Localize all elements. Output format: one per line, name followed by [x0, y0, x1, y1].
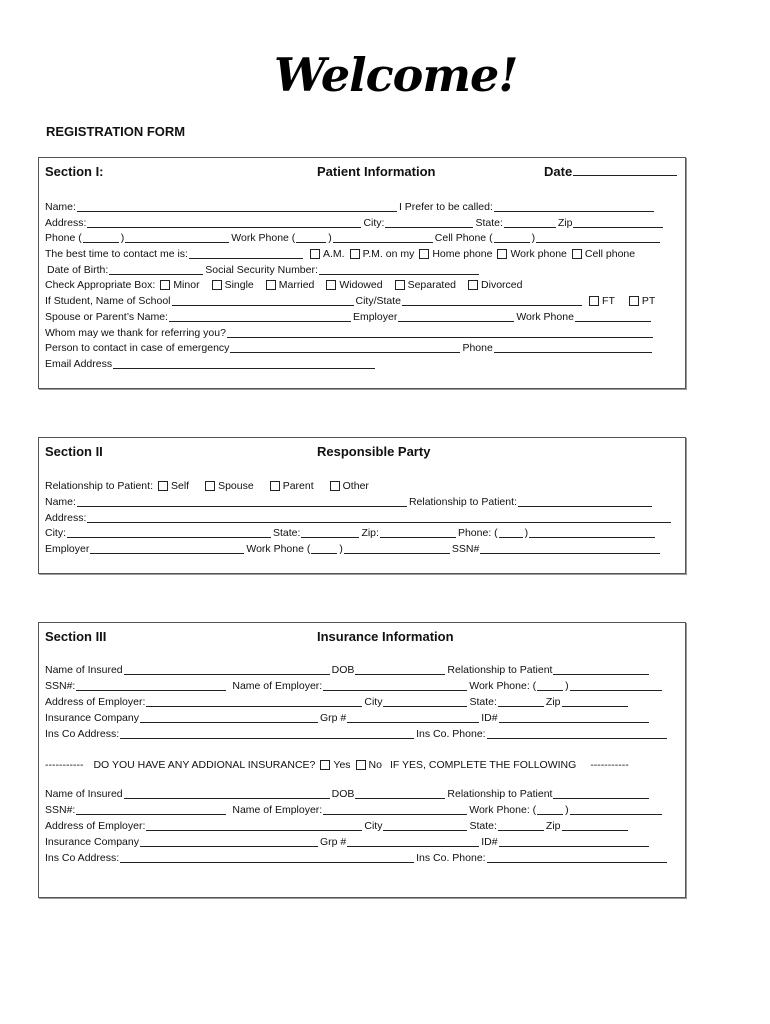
phone-label: Phone (	[45, 232, 82, 244]
paren: )	[565, 680, 569, 692]
row-rp-city	[45, 526, 657, 540]
row-school	[45, 294, 655, 308]
separated-checkbox[interactable]	[395, 280, 405, 290]
rp-rel-field[interactable]	[518, 495, 652, 507]
welcome-heading: Welcome!	[274, 48, 518, 102]
name-field[interactable]	[77, 200, 397, 212]
email-label: Email Address	[45, 358, 113, 370]
minor-label: Minor	[173, 279, 200, 291]
city-state-label: City/State	[355, 295, 402, 307]
ins-dob-2-label: DOB	[331, 788, 355, 800]
paren: )	[328, 232, 332, 244]
rp-address-label: Address:	[45, 512, 87, 524]
row-best-time	[45, 247, 635, 261]
section-1-title: Section I:	[45, 164, 104, 179]
other-label: Other	[342, 480, 369, 492]
divorced-checkbox[interactable]	[468, 280, 478, 290]
ins-work-phone-2-label: Work Phone: (	[469, 804, 537, 816]
row-ssn-2	[45, 803, 664, 817]
ins-dob-2-field[interactable]	[355, 787, 445, 799]
rp-work-phone-area-field[interactable]	[311, 542, 337, 554]
name-employer-field[interactable]	[323, 679, 467, 691]
rp-work-phone-label: Work Phone (	[246, 543, 311, 555]
address-field[interactable]	[87, 216, 361, 228]
id-2-field[interactable]	[499, 835, 649, 847]
check-box-label: Check Appropriate Box:	[45, 279, 156, 291]
rp-phone-label: Phone: (	[457, 527, 498, 539]
yes-label: Yes	[333, 759, 351, 771]
paren: )	[524, 527, 529, 539]
cell-phone-field[interactable]	[536, 231, 660, 243]
ins-company-label: Insurance Company	[45, 712, 139, 724]
row-ins-address-2	[45, 851, 669, 865]
name-label: Name:	[45, 201, 76, 213]
row-relationship	[45, 479, 369, 493]
ins-zip-2-label: Zip	[545, 820, 561, 832]
school-field[interactable]	[172, 294, 354, 306]
ins-ssn-2-label: SSN#:	[45, 804, 76, 816]
id-field[interactable]	[499, 711, 649, 723]
am-checkbox[interactable]	[310, 249, 320, 259]
ft-label: FT	[602, 295, 615, 307]
ins-state-2-label: State:	[469, 820, 497, 832]
rp-zip-field[interactable]	[380, 526, 456, 538]
widowed-label: Widowed	[339, 279, 383, 291]
rp-city-label: City:	[45, 527, 66, 539]
cell-phone-label: Cell Phone (	[434, 232, 493, 244]
paren: )	[120, 232, 125, 244]
referral-label: Whom may we thank for referring you?	[45, 327, 226, 339]
state-field[interactable]	[504, 216, 556, 228]
ft-checkbox[interactable]	[589, 296, 599, 306]
work-phone-checkbox[interactable]	[497, 249, 507, 259]
rel-patient-label: Relationship to Patient:	[45, 480, 153, 492]
name-employer-2-field[interactable]	[323, 803, 467, 815]
rp-address-field[interactable]	[87, 511, 671, 523]
row-referral	[45, 326, 655, 340]
prefer-label: I Prefer to be called:	[398, 201, 493, 213]
rp-name-label: Name:	[45, 496, 76, 508]
row-rp-address	[45, 511, 673, 525]
ins-ssn-2-field[interactable]	[76, 803, 226, 815]
home-phone-label: Home phone	[432, 248, 493, 260]
ins-city-2-label: City	[364, 820, 383, 832]
ins-zip-label: Zip	[545, 696, 561, 708]
phone2-field[interactable]	[494, 341, 652, 353]
address-label: Address:	[45, 217, 87, 229]
ins-rel-2-field[interactable]	[553, 787, 649, 799]
if-yes-label: IF YES, COMPLETE THE FOLLOWING	[389, 759, 577, 771]
ins-co-phone-2-field[interactable]	[487, 851, 667, 863]
ins-zip-field[interactable]	[562, 695, 628, 707]
row-rp-employer	[45, 542, 662, 556]
prefer-field[interactable]	[494, 200, 654, 212]
grp-2-label: Grp #	[319, 836, 347, 848]
rp-state-label: State:	[273, 527, 301, 539]
rp-rel-label: Relationship to Patient:	[408, 496, 517, 508]
rp-employer-label: Employer	[45, 543, 90, 555]
pt-label: PT	[641, 295, 656, 307]
best-time-label: The best time to contact me is:	[45, 248, 188, 260]
row-phones	[45, 231, 662, 245]
rp-employer-field[interactable]	[90, 542, 244, 554]
referral-field[interactable]	[227, 326, 653, 338]
rp-state-field[interactable]	[301, 526, 359, 538]
home-phone-checkbox[interactable]	[419, 249, 429, 259]
dob-label: Date of Birth:	[47, 264, 109, 276]
row-rp-name	[45, 495, 654, 509]
email-field[interactable]	[113, 357, 375, 369]
spouse-label: Spouse or Parent’s Name:	[45, 311, 168, 323]
name-insured-label: Name of Insured	[45, 664, 123, 676]
ins-state-label: State:	[469, 696, 497, 708]
section-2-heading: Responsible Party	[317, 444, 431, 459]
ins-ssn-field[interactable]	[76, 679, 226, 691]
paren: )	[339, 543, 343, 555]
ins-work-phone-label: Work Phone: (	[469, 680, 537, 692]
row-check-box	[45, 278, 522, 292]
row-name	[45, 200, 656, 214]
ins-company-2-label: Insurance Company	[45, 836, 139, 848]
ins-rel-field[interactable]	[553, 663, 649, 675]
ins-city-field[interactable]	[383, 695, 467, 707]
city-field[interactable]	[385, 216, 473, 228]
ins-co-address-label: Ins Co Address:	[45, 728, 120, 740]
addr-employer-label: Address of Employer:	[45, 696, 146, 708]
row-dob	[47, 263, 481, 277]
rp-zip-label: Zip:	[361, 527, 379, 539]
row-email	[45, 357, 377, 371]
pm-label: P.M. on my	[362, 248, 415, 260]
ins-rel-2-label: Relationship to Patient	[447, 788, 553, 800]
date-field[interactable]	[544, 164, 677, 179]
phone-field[interactable]	[125, 231, 229, 243]
row-ssn-1	[45, 679, 664, 693]
zip-label: Zip	[557, 217, 573, 229]
ins-city-2-field[interactable]	[383, 819, 467, 831]
ins-state-2-field[interactable]	[498, 819, 544, 831]
row-insured-2	[45, 787, 651, 801]
section-3-box	[38, 622, 686, 898]
school-label: If Student, Name of School	[45, 295, 171, 307]
id-2-label: ID#	[481, 836, 498, 848]
work-phone-field[interactable]	[333, 231, 433, 243]
date-line[interactable]	[573, 164, 677, 176]
spouse-field[interactable]	[169, 310, 351, 322]
row-spouse	[45, 310, 653, 324]
ins-co-phone-field[interactable]	[487, 727, 667, 739]
widowed-checkbox[interactable]	[326, 280, 336, 290]
paren: )	[565, 804, 569, 816]
zip-field[interactable]	[573, 216, 663, 228]
rp-name-field[interactable]	[77, 495, 407, 507]
ins-co-address-field[interactable]	[120, 727, 414, 739]
separated-label: Separated	[407, 279, 457, 291]
section-3-heading: Insurance Information	[317, 629, 454, 644]
ins-company-field[interactable]	[140, 711, 318, 723]
row-ins-company-1	[45, 711, 651, 725]
self-checkbox[interactable]	[158, 481, 168, 491]
section-2-box	[38, 437, 686, 574]
date-label: Date	[544, 164, 573, 179]
row-address	[45, 216, 665, 230]
ins-work-phone-2-area-field[interactable]	[537, 803, 563, 815]
work-phone-opt-label: Work phone	[510, 248, 567, 260]
rp-ssn-field[interactable]	[480, 542, 660, 554]
name-insured-2-field[interactable]	[124, 787, 330, 799]
row-additional-question	[45, 758, 629, 772]
dashes-right: -----------	[590, 759, 629, 771]
addr-employer-2-label: Address of Employer:	[45, 820, 146, 832]
ssn-label: Social Security Number:	[205, 264, 318, 276]
rp-ssn-label: SSN#	[451, 543, 480, 555]
dashes-left: -----------	[45, 759, 84, 771]
work-phone-area-field[interactable]	[296, 231, 326, 243]
addr-employer-field[interactable]	[146, 695, 362, 707]
cell-phone-checkbox[interactable]	[572, 249, 582, 259]
employer-label: Employer	[352, 311, 398, 323]
section-3-title: Section III	[45, 629, 107, 644]
paren: )	[531, 232, 536, 244]
spouse-checkbox[interactable]	[205, 481, 215, 491]
state-label: State:	[475, 217, 503, 229]
grp-2-field[interactable]	[347, 835, 479, 847]
grp-field[interactable]	[347, 711, 479, 723]
no-checkbox[interactable]	[356, 760, 366, 770]
ins-work-phone-2-field[interactable]	[570, 803, 662, 815]
addr-employer-2-field[interactable]	[146, 819, 362, 831]
ins-work-phone-area-field[interactable]	[537, 679, 563, 691]
row-addr-employer-1	[45, 695, 630, 709]
row-addr-employer-2	[45, 819, 630, 833]
divorced-label: Divorced	[481, 279, 523, 291]
form-title: REGISTRATION FORM	[46, 124, 186, 139]
rp-work-phone-field[interactable]	[344, 542, 450, 554]
employer-field[interactable]	[398, 310, 514, 322]
name-insured-2-label: Name of Insured	[45, 788, 123, 800]
other-checkbox[interactable]	[330, 481, 340, 491]
row-emergency	[45, 341, 654, 355]
city-state-field[interactable]	[402, 294, 582, 306]
ins-city-label: City	[364, 696, 383, 708]
minor-checkbox[interactable]	[160, 280, 170, 290]
name-employer-2-label: Name of Employer:	[232, 804, 323, 816]
am-label: A.M.	[322, 248, 345, 260]
rp-phone-field[interactable]	[529, 526, 655, 538]
single-label: Single	[224, 279, 254, 291]
rp-city-field[interactable]	[67, 526, 271, 538]
ins-co-phone-label: Ins Co. Phone:	[416, 728, 486, 740]
married-checkbox[interactable]	[266, 280, 276, 290]
grp-label: Grp #	[319, 712, 347, 724]
ins-co-phone-2-label: Ins Co. Phone:	[416, 852, 486, 864]
ins-company-2-field[interactable]	[140, 835, 318, 847]
ins-rel-label: Relationship to Patient	[447, 664, 553, 676]
pt-checkbox[interactable]	[629, 296, 639, 306]
row-ins-company-2	[45, 835, 651, 849]
parent-checkbox[interactable]	[270, 481, 280, 491]
no-label: No	[368, 759, 382, 771]
dob-field[interactable]	[109, 263, 203, 275]
ins-co-address-2-label: Ins Co Address:	[45, 852, 120, 864]
city-label: City:	[363, 217, 385, 229]
section-2-title: Section II	[45, 444, 103, 459]
emergency-label: Person to contact in case of emergency	[45, 342, 230, 354]
row-insured-1	[45, 663, 651, 677]
phone2-label: Phone	[462, 342, 493, 354]
ins-ssn-label: SSN#:	[45, 680, 76, 692]
ins-co-address-2-field[interactable]	[120, 851, 414, 863]
married-label: Married	[278, 279, 315, 291]
parent-label: Parent	[282, 480, 314, 492]
name-insured-field[interactable]	[124, 663, 330, 675]
ins-dob-field[interactable]	[355, 663, 445, 675]
self-label: Self	[170, 480, 190, 492]
ssn-field[interactable]	[319, 263, 479, 275]
spouse-opt-label: Spouse	[218, 480, 254, 492]
single-checkbox[interactable]	[212, 280, 222, 290]
pm-checkbox[interactable]	[350, 249, 360, 259]
row-ins-address-1	[45, 727, 669, 741]
yes-checkbox[interactable]	[320, 760, 330, 770]
id-label: ID#	[481, 712, 498, 724]
ins-work-phone-field[interactable]	[570, 679, 662, 691]
phone-area-field[interactable]	[83, 231, 119, 243]
best-time-field[interactable]	[189, 247, 303, 259]
work-phone2-label: Work Phone	[516, 311, 574, 323]
ins-dob-label: DOB	[331, 664, 355, 676]
work-phone2-field[interactable]	[575, 310, 651, 322]
additional-question-label: DO YOU HAVE ANY ADDIONAL INSURANCE?	[93, 759, 316, 771]
section-1-heading: Patient Information	[317, 164, 436, 179]
emergency-field[interactable]	[230, 341, 460, 353]
cell-phone-opt-label: Cell phone	[584, 248, 636, 260]
work-phone-label: Work Phone (	[231, 232, 296, 244]
cell-phone-area-field[interactable]	[494, 231, 530, 243]
name-employer-label: Name of Employer:	[232, 680, 323, 692]
rp-phone-area-field[interactable]	[499, 526, 523, 538]
ins-state-field[interactable]	[498, 695, 544, 707]
section-1-box	[38, 157, 686, 389]
ins-zip-2-field[interactable]	[562, 819, 628, 831]
